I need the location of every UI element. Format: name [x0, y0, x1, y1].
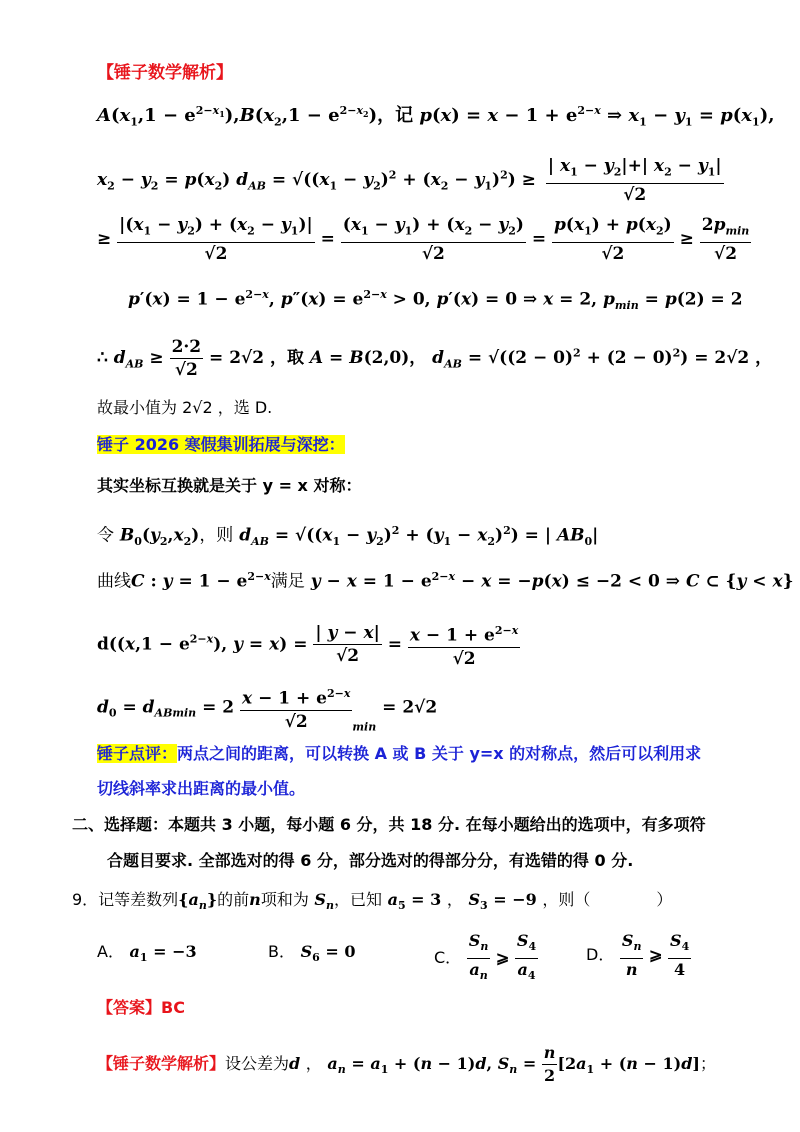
analysis-2-title: 【锤子数学解析】	[97, 1054, 226, 1073]
comment-line-2: 切线斜率求出距离的最小值。	[97, 779, 306, 798]
comment-line-1: 锤子点评：两点之间的距离，可以转换 A 或 B 关于 y=x 的对称点，然后可以利用求	[97, 744, 702, 763]
q9-option-c: C． $\frac{S_n}{a_n}$ ⩾ $\frac{S_4}{a_4}$	[434, 931, 537, 983]
deep-dive-line-1: 其实坐标互换就是关于 y = x 对称：	[97, 476, 362, 495]
math-line-2: $x_2 - y_2 = p(x_2) d_{AB} = √((x_1 - y_2)^2 + (x_2 - y_1)^2)$ ≥ $\frac{| x_1 - y_2|+| x_2 - y_1|}{√2}$	[97, 156, 722, 206]
section-2-line-1: 二、选择题：本题共 3 小题，每小题 6 分，共 18 分. 在每小题给出的选项中，有多项符	[72, 815, 706, 834]
deep-dive-line-5: $d_0 = d_{ABmin} = 2$ $\frac{x - 1 + e^{2-x}}{√2}$ $_{min}$ = 2√2	[97, 683, 437, 738]
deep-dive-line-2: 令 $B_0(y_2,x_2)$，则 $d_{AB} = √((x_1 - y_2)^2 + (y_1 - x_2)^2)$ = | $AB_0|$	[97, 524, 599, 549]
analysis-title: 【锤子数学解析】	[97, 63, 233, 83]
math-line-3: ≥ $\frac{|(x_1 - y_2) + (x_2 - y_1)|}{√2}$ = $\frac{(x_1 - y_1) + (x_2 - y_2)}{√2}$ = $\frac{p(x_1) + p(x_2)}{√2}$ ≥ $2p_{min}$ √2	[97, 215, 750, 265]
analysis-2: 【锤子数学解析】设公差为d ， $a_n = a_1 + (n - 1)d$, $S_n$ = $\frac{n}{2}$ $[2a_1 + (n - 1)d]$；	[97, 1043, 716, 1085]
q9-option-b: B． $S_6 = 0$	[268, 942, 356, 965]
conclusion: 故最小值为 2√2 ，选 D.	[97, 398, 273, 417]
q9-option-a: A． $a_1 = -3$	[97, 942, 197, 965]
math-line-4: $p'(x) = 1 - e^{2-x}$, $p''(x) = e^{2-x} > 0$, p′(x) = 0 ⇒ x = 2, $p_{min} = p(2) = 2$	[128, 288, 743, 313]
math-line-5: ∴ $d_{AB}$ ≥ $\frac{2\cdot 2}{√2}$ = 2√2 ，取 A = B(2,0)， $d_{AB} = √((2 - 0)^2 + (2 - 0)^2) = 2√2$ ，	[97, 337, 773, 380]
deep-dive-title: 锤子 2026 寒假集训拓展与深挖：	[97, 435, 345, 454]
math-line-1: $A(x_1,1 - e^{2-x_1}),B(x_2,1 - e^{2-x_2})$，记 $p(x) = x - 1 + e^{2-x}$ ⇒ $x_1 - y_1 = p(x_1)$,	[97, 104, 775, 129]
deep-dive-line-3: 曲线C : $y = 1 - e^{2-x}$满足 $y - x = 1 - e^{2-x} - x = -p(x) \le -2 < 0$ ⇒ C ⊂ {y < x}	[97, 570, 794, 592]
deep-dive-line-4: $d((x,1 - e^{2-x})$, y = x) = $\frac{| y - x|}{√2}$ = $\frac{x - 1 + e^{2-x}}{√2}$	[97, 620, 520, 670]
q9-stem: 9．记等差数列$\{a_n\}$的前n项和为 $S_n$，已知 $a_5 = 3$ ， $S_3 = -9$ ，则（ ）	[72, 890, 673, 913]
q9-option-d: D． $\frac{S_n}{n}$ ⩾ $\frac{S_4}{4}$	[586, 931, 690, 980]
answer: 【答案】BC	[97, 998, 185, 1017]
section-2-line-2: 合题目要求. 全部选对的得 6 分，部分选对的得部分分，有选错的得 0 分.	[107, 851, 634, 870]
